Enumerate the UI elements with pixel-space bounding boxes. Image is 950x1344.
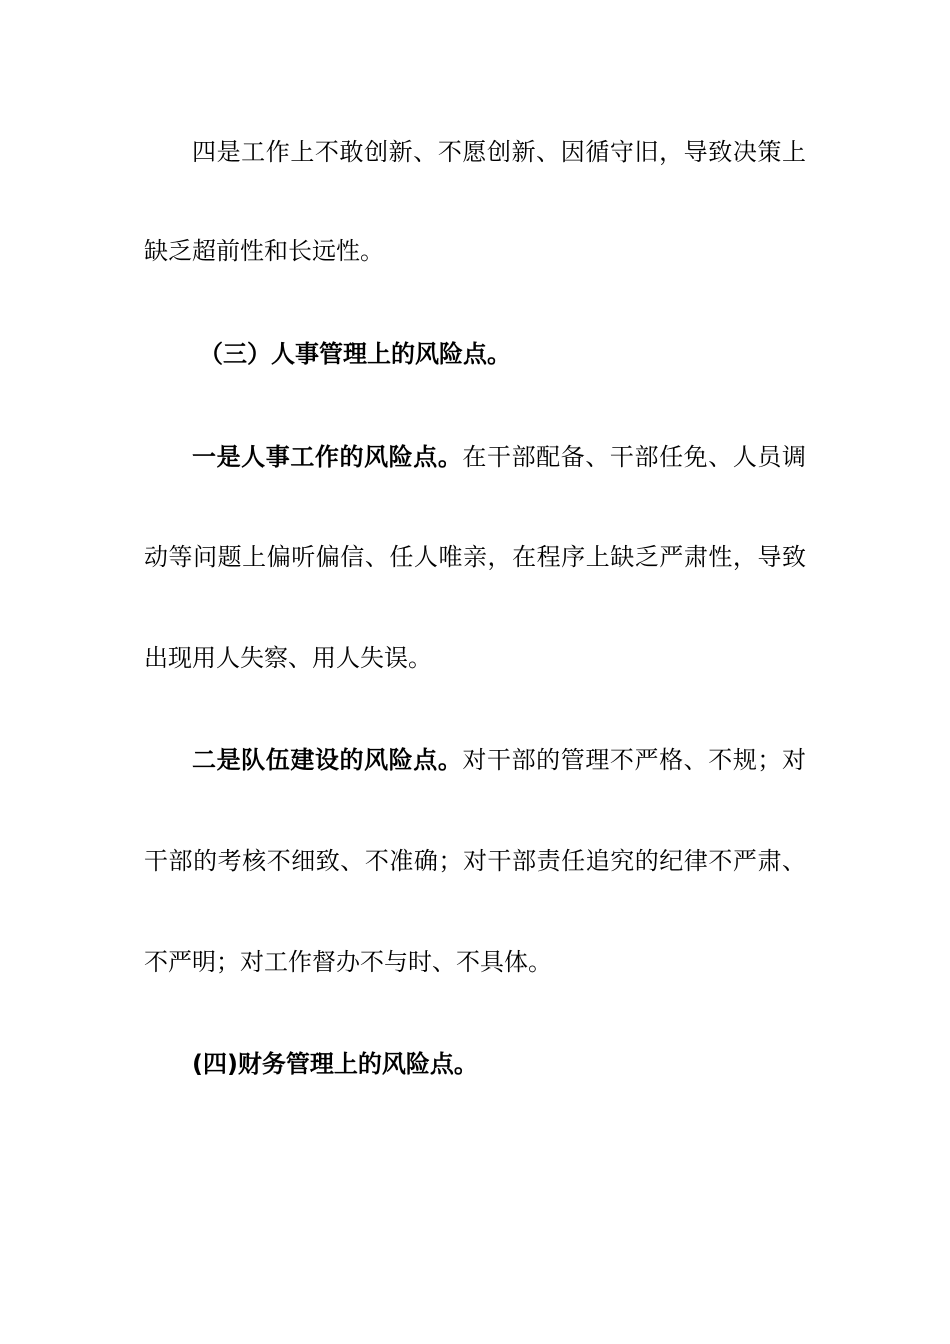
paragraph-text: 四是工作上不敢创新、不愿创新、因循守旧，导致决策上 (192, 138, 806, 166)
paragraph-lead: 一是人事工作的风险点。 (192, 443, 463, 471)
heading-text: （三）人事管理上的风险点。 (199, 340, 511, 368)
paragraph-text: 在干部配备、干部任免、人员调 (462, 443, 807, 471)
section-heading-4 (192, 1048, 806, 1080)
paragraph-line (192, 744, 806, 776)
paragraph-line (144, 845, 806, 877)
paragraph-line (144, 541, 806, 573)
paragraph-text: 出现用人失察、用人失误。 (144, 644, 432, 672)
section-heading-3 (199, 338, 861, 370)
paragraph-text: 动等问题上偏听偏信、任人唯亲，在程序上缺乏严肃性，导致 (144, 543, 806, 571)
paragraph-text: 不严明；对工作督办不与时、不具体。 (144, 948, 552, 976)
paragraph-line (144, 946, 806, 978)
paragraph-line (144, 235, 806, 267)
heading-text: (四)财务管理上的风险点。 (192, 1050, 478, 1078)
paragraph-text: 对干部的管理不严格、不规；对 (462, 746, 807, 774)
paragraph-line (144, 642, 806, 674)
paragraph-text: 缺乏超前性和长远性。 (144, 237, 384, 265)
paragraph-text: 干部的考核不细致、不准确；对干部责任追究的纪律不严肃、 (144, 847, 806, 875)
paragraph-lead: 二是队伍建设的风险点。 (192, 746, 463, 774)
paragraph-line (192, 136, 806, 168)
paragraph-line (192, 441, 806, 473)
